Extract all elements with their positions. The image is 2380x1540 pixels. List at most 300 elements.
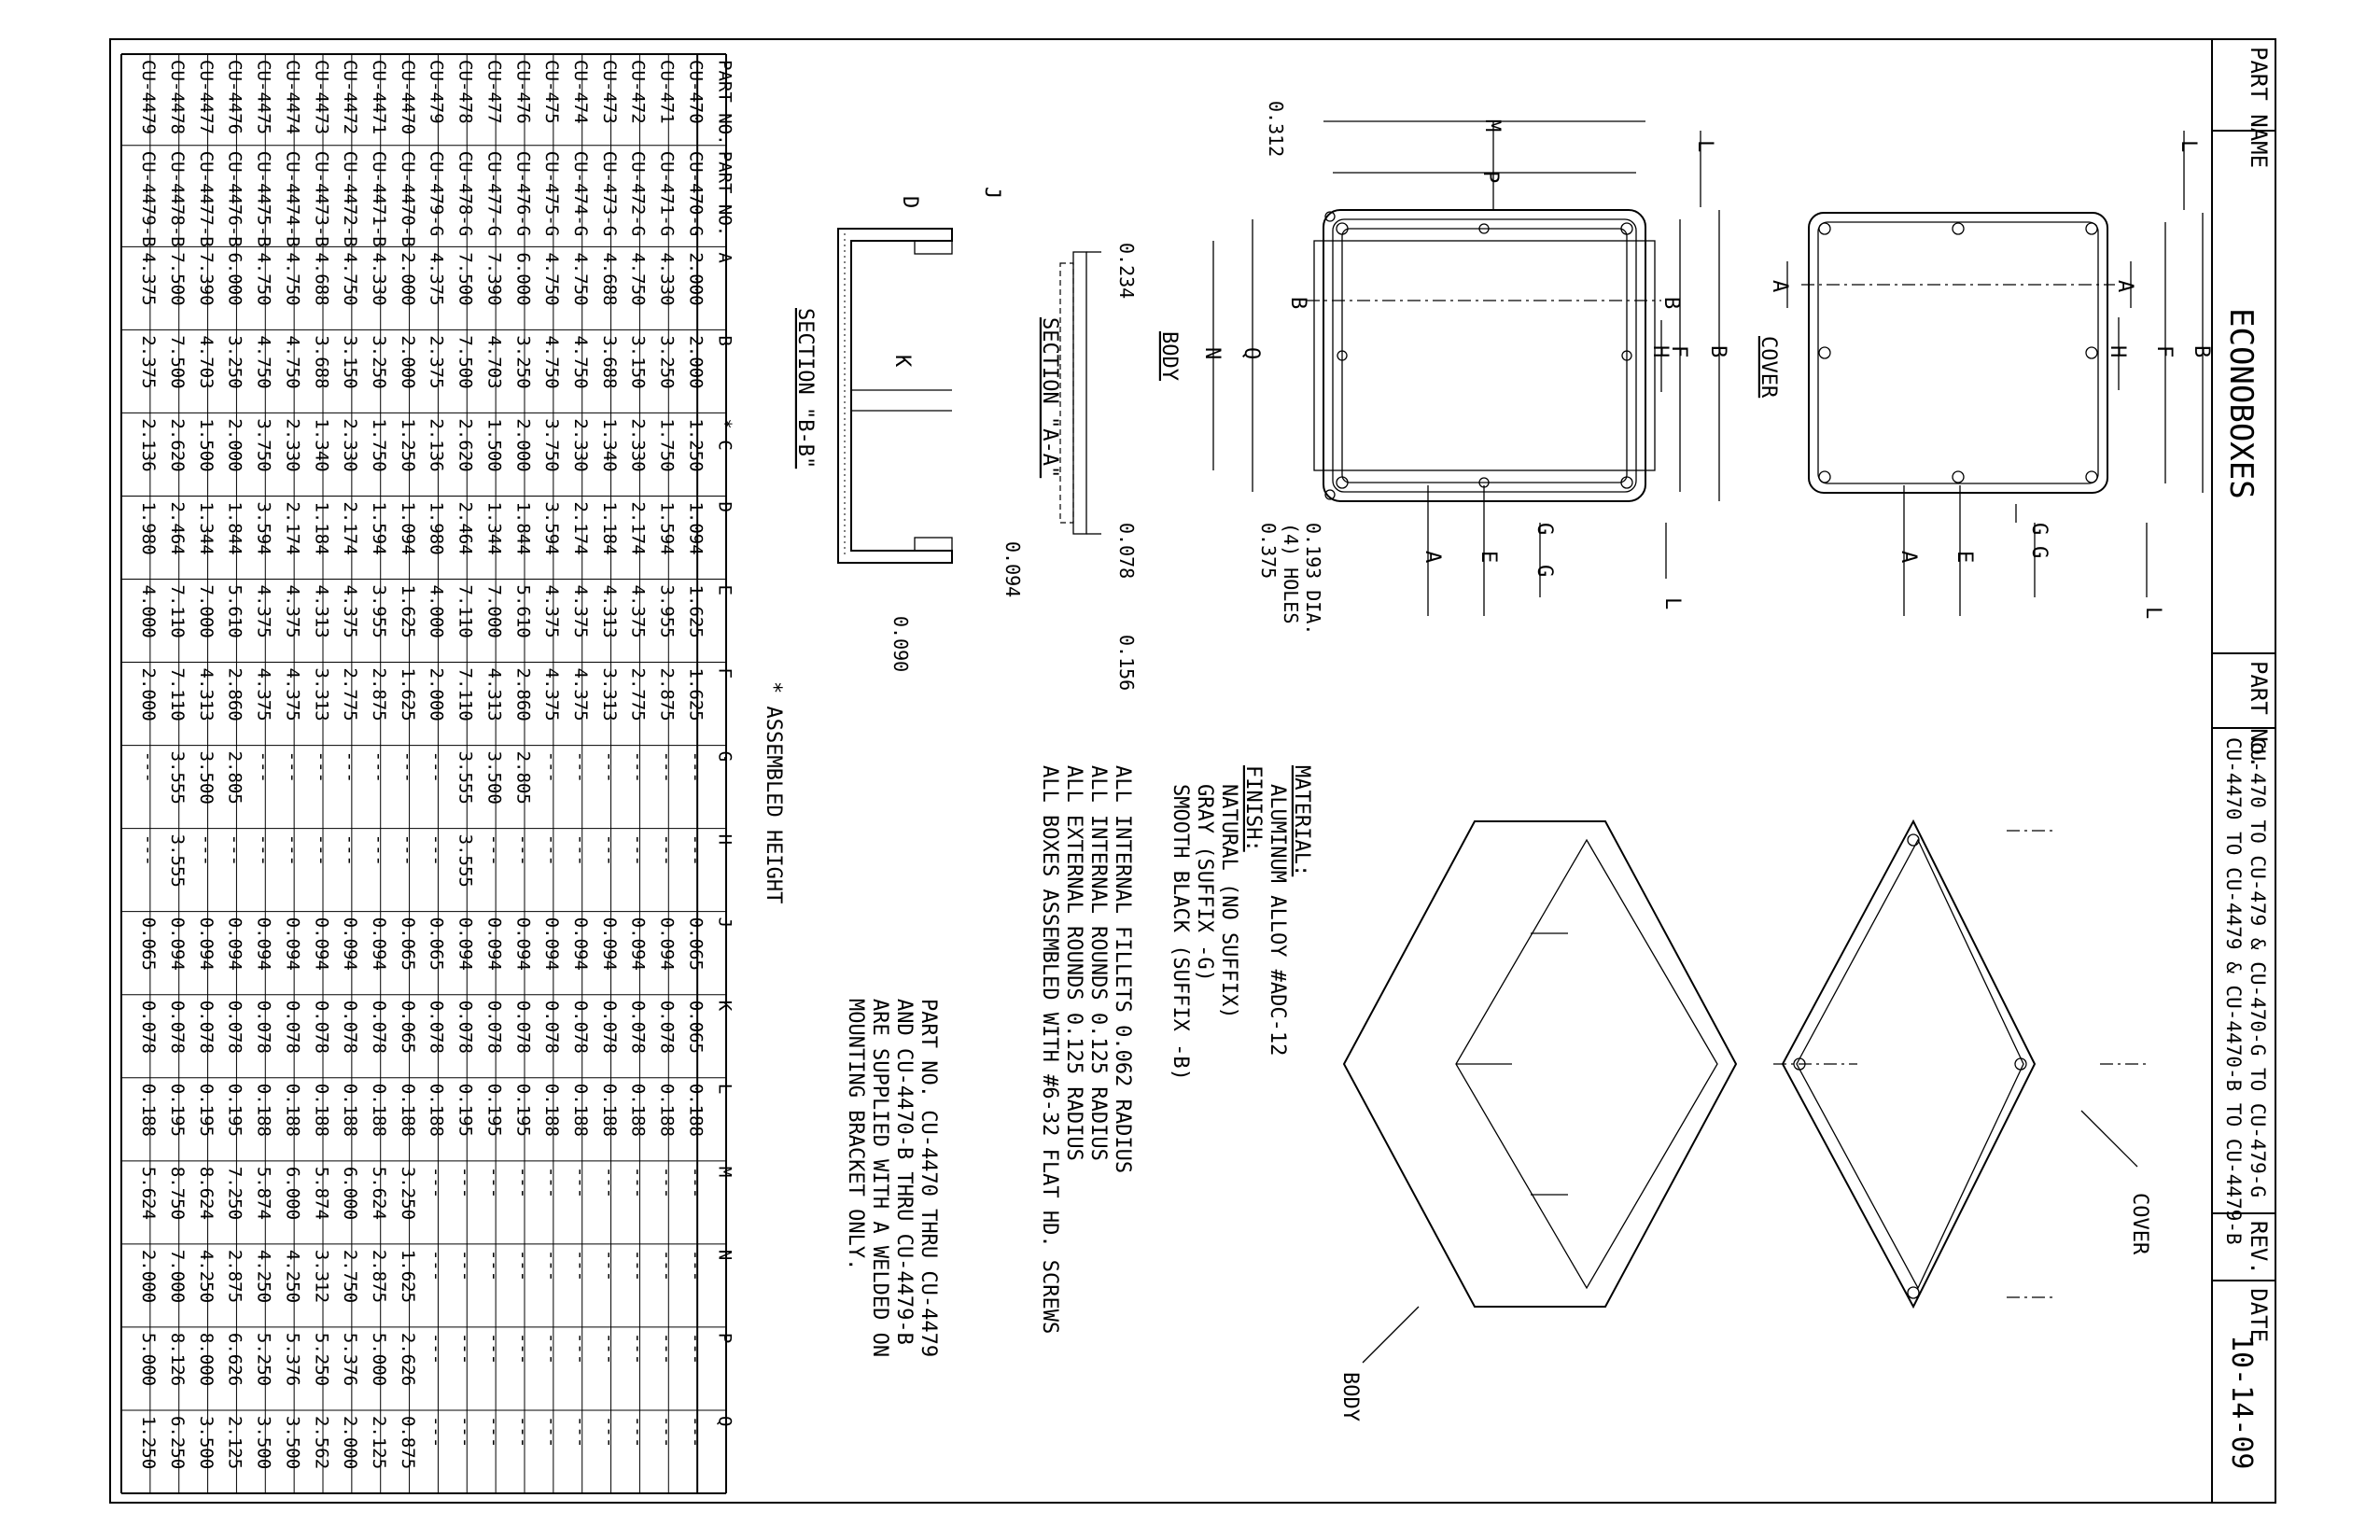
table-cell: 0.078 xyxy=(426,1000,447,1054)
table-cell: 0.078 xyxy=(282,1000,303,1054)
table-cell: 7.250 xyxy=(224,1166,245,1221)
svg-text:F: F xyxy=(1667,345,1690,358)
bracket-note-2: AND CU-4470-B THRU CU-4479-B xyxy=(892,999,916,1345)
table-cell: 0.078 xyxy=(138,1000,160,1054)
material-title: MATERIAL: xyxy=(1290,765,1313,877)
table-cell: --- xyxy=(426,1415,447,1449)
svg-text:L: L xyxy=(2177,140,2200,153)
table-cell: --- xyxy=(541,1249,563,1282)
table-cell: 3.500 xyxy=(195,1415,217,1470)
table-cell: 0.188 xyxy=(541,1083,563,1137)
table-cell: 2.464 xyxy=(167,501,188,555)
table-header: H xyxy=(714,833,735,846)
table-cell: --- xyxy=(426,750,447,783)
table-cell: --- xyxy=(455,1249,476,1282)
table-cell: 4.750 xyxy=(570,252,591,306)
svg-text:E: E xyxy=(1477,551,1500,564)
table-cell: --- xyxy=(627,1249,649,1282)
table-cell: --- xyxy=(483,833,505,866)
table-cell: 1.344 xyxy=(483,501,505,555)
table-cell: --- xyxy=(512,1166,534,1199)
table-cell: 4.750 xyxy=(627,252,649,306)
table-header: N xyxy=(714,1249,735,1261)
table-cell: --- xyxy=(541,1415,563,1449)
svg-text:H: H xyxy=(1648,345,1672,358)
table-cell: --- xyxy=(426,1249,447,1282)
svg-text:M: M xyxy=(1480,119,1504,133)
table-cell: --- xyxy=(598,1415,620,1449)
svg-text:J: J xyxy=(980,187,1003,200)
svg-text:G: G xyxy=(2027,546,2051,559)
table-cell: 0.188 xyxy=(369,1083,389,1137)
table-cell: --- xyxy=(685,750,707,783)
table-cell: 0.078 xyxy=(598,1000,620,1054)
table-cell: 7.110 xyxy=(455,667,476,721)
table-cell: --- xyxy=(598,1249,620,1282)
table-cell: 6.000 xyxy=(340,1166,361,1221)
table-cell: CU-4470 xyxy=(397,60,418,135)
table-cell: --- xyxy=(656,1415,678,1449)
table-cell: 3.250 xyxy=(224,335,245,389)
table-cell: --- xyxy=(570,750,591,783)
finish-title: FINISH: xyxy=(1241,765,1265,852)
table-cell: 7.500 xyxy=(167,252,188,306)
dim-0375: 0.375 xyxy=(1257,523,1280,580)
svg-text:N: N xyxy=(1200,347,1224,360)
table-header: B xyxy=(714,335,735,346)
rev-date-label: REV. DATE xyxy=(2246,1221,2272,1343)
table-cell: 1.344 xyxy=(195,501,217,555)
table-cell: 0.188 xyxy=(138,1083,160,1137)
table-cell: 2.000 xyxy=(426,667,447,721)
part-no-label: PART No. xyxy=(2246,661,2272,769)
table-cell: 4.313 xyxy=(311,584,332,638)
table-cell: CU-475 xyxy=(541,60,563,124)
table-cell: --- xyxy=(311,833,332,866)
table-cell: 5.000 xyxy=(138,1332,160,1387)
table-cell: 4.688 xyxy=(598,252,620,306)
table-cell: --- xyxy=(426,1332,447,1365)
table-cell: 0.195 xyxy=(195,1083,217,1137)
svg-text:K: K xyxy=(890,355,914,368)
table-cell: 0.078 xyxy=(656,1000,678,1054)
table-cell: 0.094 xyxy=(282,917,303,971)
table-cell: --- xyxy=(656,750,678,783)
table-cell: 1.844 xyxy=(224,501,245,555)
table-cell: 3.750 xyxy=(253,418,274,472)
table-cell: 3.500 xyxy=(195,750,217,805)
finish-2: GRAY (SUFFIX -G) xyxy=(1193,784,1216,982)
table-cell: 0.188 xyxy=(426,1083,447,1137)
table-cell: --- xyxy=(685,1415,707,1449)
svg-text:A: A xyxy=(1768,280,1791,293)
table-cell: 0.188 xyxy=(340,1083,361,1137)
table-cell: 1.250 xyxy=(397,418,418,472)
svg-text:Q: Q xyxy=(1239,347,1263,360)
table-cell: CU-4473 xyxy=(311,60,332,135)
table-cell: --- xyxy=(656,1166,678,1199)
table-cell: 3.250 xyxy=(512,335,534,389)
table-cell: --- xyxy=(282,750,303,783)
part-no-line1: CU-470 TO CU-479 & CU-470-G TO CU-479-G xyxy=(2247,737,2269,1198)
iso-body-label: BODY xyxy=(1338,1372,1362,1421)
finish-3: SMOOTH BLACK (SUFFIX -B) xyxy=(1169,784,1192,1081)
table-cell: 4.375 xyxy=(570,667,591,721)
table-cell: 4.250 xyxy=(282,1249,303,1304)
table-cell: --- xyxy=(455,1415,476,1449)
table-cell: 2.330 xyxy=(570,418,591,472)
table-cell: 0.094 xyxy=(195,917,217,971)
table-cell: 5.250 xyxy=(253,1332,274,1387)
table-cell: 7.390 xyxy=(195,252,217,306)
svg-text:A: A xyxy=(2113,280,2136,293)
table-cell: 2.562 xyxy=(311,1415,332,1470)
svg-text:B: B xyxy=(1659,297,1683,310)
table-cell: --- xyxy=(253,833,274,866)
svg-text:B: B xyxy=(1286,297,1309,310)
table-cell: CU-476 xyxy=(512,60,534,124)
table-cell: --- xyxy=(455,1166,476,1199)
svg-text:A: A xyxy=(1897,551,1920,564)
table-cell: 0.094 xyxy=(598,917,620,971)
svg-text:G: G xyxy=(2027,523,2051,536)
table-cell: CU-474 xyxy=(570,60,591,124)
table-cell: --- xyxy=(483,1249,505,1282)
table-cell: 5.610 xyxy=(224,584,245,638)
bracket-note-4: MOUNTING BRACKET ONLY. xyxy=(844,999,867,1271)
table-cell: 3.313 xyxy=(311,667,332,721)
table-cell: --- xyxy=(455,1332,476,1365)
table-cell: CU-4479-B xyxy=(138,150,160,247)
table-cell: CU-4471-B xyxy=(369,150,389,247)
table-cell: 3.955 xyxy=(656,584,678,638)
table-cell: 2.875 xyxy=(656,667,678,721)
table-cell: CU-4476 xyxy=(224,60,245,135)
table-cell: 4.750 xyxy=(541,252,563,306)
table-cell: 1.844 xyxy=(512,501,534,555)
table-cell: 4.375 xyxy=(282,667,303,721)
table-cell: 2.775 xyxy=(340,667,361,721)
table-cell: 0.065 xyxy=(397,917,418,971)
table-cell: CU-4477 xyxy=(195,60,217,135)
table-cell: 7.390 xyxy=(483,252,505,306)
svg-text:G: G xyxy=(1533,523,1556,536)
table-cell: --- xyxy=(627,833,649,866)
table-cell: 0.195 xyxy=(167,1083,188,1137)
svg-text:B: B xyxy=(1706,345,1729,358)
table-cell: 4.750 xyxy=(282,335,303,389)
body-view xyxy=(1157,101,1729,635)
table-cell: 2.620 xyxy=(167,418,188,472)
table-cell: 2.000 xyxy=(685,335,707,389)
table-header: Q xyxy=(714,1415,735,1427)
table-header: PART NO. xyxy=(714,150,735,237)
table-cell: 3.250 xyxy=(656,335,678,389)
table-cell: 5.624 xyxy=(138,1166,160,1221)
table-cell: 6.000 xyxy=(512,252,534,306)
table-cell: 3.500 xyxy=(483,750,505,805)
table-cell: --- xyxy=(483,1166,505,1199)
rev-date: 10-14-09 xyxy=(2225,1335,2258,1470)
table-cell: --- xyxy=(627,1166,649,1199)
table-cell: 0.195 xyxy=(512,1083,534,1137)
bracket-note-1: PART NO. CU-4470 THRU CU-4479 xyxy=(917,999,940,1358)
table-cell: 2.136 xyxy=(426,418,447,472)
part-no-line2: CU-4470 TO CU-4479 & CU-4470-B TO CU-4479-B xyxy=(2222,737,2245,1245)
table-cell: 0.195 xyxy=(483,1083,505,1137)
table-cell: 2.174 xyxy=(282,501,303,555)
part-name: ECONOBOXES xyxy=(2222,308,2260,499)
table-cell: CU-4474 xyxy=(282,60,303,135)
table-cell: 0.188 xyxy=(397,1083,418,1137)
table-cell: 0.094 xyxy=(167,917,188,971)
table-cell: 0.094 xyxy=(512,917,534,971)
table-cell: 7.000 xyxy=(483,584,505,638)
svg-text:0.090: 0.090 xyxy=(889,616,912,673)
table-cell: --- xyxy=(512,1249,534,1282)
table-cell: 4.750 xyxy=(282,252,303,306)
table-cell: --- xyxy=(570,1415,591,1449)
material: ALUMINUM ALLOY #ADC-12 xyxy=(1266,784,1289,1057)
table-header: E xyxy=(714,584,735,595)
table-cell: 1.094 xyxy=(685,501,707,555)
table-cell: 0.078 xyxy=(167,1000,188,1054)
table-cell: --- xyxy=(512,1415,534,1449)
table-cell: 2.330 xyxy=(340,418,361,472)
table-cell: 0.094 xyxy=(369,917,389,971)
table-cell: 0.188 xyxy=(570,1083,591,1137)
table-cell: 6.000 xyxy=(282,1166,303,1221)
table-cell: 2.330 xyxy=(627,418,649,472)
table-cell: 2.000 xyxy=(138,667,160,721)
table-cell: 3.555 xyxy=(455,833,476,888)
table-cell: 2.860 xyxy=(512,667,534,721)
table-cell: 4.313 xyxy=(195,667,217,721)
table-cell: 0.094 xyxy=(627,917,649,971)
table-cell: --- xyxy=(138,833,160,866)
table-cell: CU-4478 xyxy=(167,60,188,135)
table-cell: 1.184 xyxy=(598,501,620,555)
table-cell: 7.500 xyxy=(167,335,188,389)
table-cell: 7.000 xyxy=(167,1249,188,1304)
isometric-view xyxy=(1338,821,2151,1421)
table-cell: --- xyxy=(570,833,591,866)
svg-text:L: L xyxy=(1660,597,1684,610)
table-cell: 7.000 xyxy=(195,584,217,638)
table-cell: --- xyxy=(397,833,418,866)
table-header: D xyxy=(714,501,735,512)
cover-label: COVER xyxy=(1757,336,1780,399)
table-cell: CU-471-G xyxy=(656,150,678,237)
table-cell: CU-4473-B xyxy=(311,150,332,247)
title-block xyxy=(2212,39,2275,1503)
table-cell: --- xyxy=(426,1166,447,1199)
table-header: K xyxy=(714,1000,735,1012)
assembled-height-note: * ASSEMBLED HEIGHT xyxy=(762,681,785,904)
table-cell: 1.625 xyxy=(685,584,707,638)
table-cell: --- xyxy=(282,833,303,866)
table-cell: 0.078 xyxy=(455,1000,476,1054)
table-cell: --- xyxy=(598,833,620,866)
table-cell: --- xyxy=(311,750,332,783)
table-cell: 4.313 xyxy=(483,667,505,721)
table-cell: --- xyxy=(483,1332,505,1365)
table-cell: --- xyxy=(598,1332,620,1365)
table-cell: 3.150 xyxy=(340,335,361,389)
table-header: PART NO. xyxy=(714,60,735,146)
table-cell: 0.078 xyxy=(570,1000,591,1054)
table-cell: CU-471 xyxy=(656,60,678,124)
table-cell: --- xyxy=(570,1166,591,1199)
table-cell: 3.250 xyxy=(397,1166,418,1221)
table-cell: 0.094 xyxy=(483,917,505,971)
table-cell: 2.375 xyxy=(426,335,447,389)
table-cell: CU-472 xyxy=(627,60,649,124)
finish-1: NATURAL (NO SUFFIX) xyxy=(1217,784,1240,1019)
table-cell: 4.703 xyxy=(195,335,217,389)
bracket-note-3: ARE SUPPLIED WITH A WELDED ON xyxy=(868,999,891,1358)
table-cell: 2.775 xyxy=(627,667,649,721)
table-cell: 2.805 xyxy=(224,750,245,805)
table-cell: 1.250 xyxy=(685,418,707,472)
notes xyxy=(762,681,1313,1357)
table-cell: CU-472-G xyxy=(627,150,649,237)
table-header: M xyxy=(714,1166,735,1178)
table-cell: --- xyxy=(369,833,389,866)
table-cell: 0.065 xyxy=(138,917,160,971)
table-cell: 0.188 xyxy=(627,1083,649,1137)
table-cell: 2.174 xyxy=(340,501,361,555)
svg-text:0.094: 0.094 xyxy=(1001,541,1024,598)
table-cell: 2.875 xyxy=(369,667,389,721)
table-cell: 0.078 xyxy=(541,1000,563,1054)
table-cell: 0.094 xyxy=(455,917,476,971)
table-header: J xyxy=(714,917,735,929)
table-cell: 8.750 xyxy=(167,1166,188,1221)
section-bb xyxy=(793,196,952,672)
table-cell: 3.312 xyxy=(311,1249,332,1304)
svg-text:P: P xyxy=(1478,171,1502,184)
table-cell: 3.555 xyxy=(455,750,476,805)
body-label: BODY xyxy=(1157,331,1181,381)
table-cell: --- xyxy=(369,750,389,783)
table-cell: 5.376 xyxy=(282,1332,303,1387)
table-cell: 4.375 xyxy=(541,667,563,721)
table-cell: 0.065 xyxy=(426,917,447,971)
table-cell: 0.094 xyxy=(253,917,274,971)
table-cell: 0.188 xyxy=(311,1083,332,1137)
table-cell: CU-475-G xyxy=(541,150,563,237)
table-cell: --- xyxy=(253,750,274,783)
table-cell: 3.313 xyxy=(598,667,620,721)
table-cell: --- xyxy=(570,1249,591,1282)
table-cell: 0.078 xyxy=(627,1000,649,1054)
table-cell: 3.688 xyxy=(598,335,620,389)
table-cell: 0.078 xyxy=(224,1000,245,1054)
svg-text:G: G xyxy=(1533,565,1556,578)
table-cell: CU-4472-B xyxy=(340,150,361,247)
general-note-2: ALL INTERNAL ROUNDS 0.125 RADIUS xyxy=(1086,765,1110,1161)
table-cell: 7.500 xyxy=(455,335,476,389)
dim-0312: 0.312 xyxy=(1265,101,1287,158)
table-cell: --- xyxy=(656,833,678,866)
table-cell: 4.750 xyxy=(340,252,361,306)
table-cell: CU-4471 xyxy=(369,60,389,135)
table-cell: --- xyxy=(512,833,534,866)
table-cell: 1.184 xyxy=(311,501,332,555)
table-cell: --- xyxy=(627,1415,649,1449)
table-cell: 1.625 xyxy=(685,667,707,721)
table-cell: 0.065 xyxy=(685,917,707,971)
table-cell: 1.980 xyxy=(138,501,160,555)
table-cell: 4.330 xyxy=(369,252,389,306)
table-cell: CU-4476-B xyxy=(224,150,245,247)
dimension-table xyxy=(121,54,735,1493)
svg-text:F: F xyxy=(2152,345,2176,358)
table-cell: 1.500 xyxy=(195,418,217,472)
table-cell: --- xyxy=(541,1332,563,1365)
table-cell: --- xyxy=(195,833,217,866)
table-cell: 4.375 xyxy=(426,252,447,306)
table-cell: 0.094 xyxy=(656,917,678,971)
table-cell: --- xyxy=(656,1249,678,1282)
table-cell: 2.750 xyxy=(340,1249,361,1304)
table-cell: 1.340 xyxy=(311,418,332,472)
table-cell: 0.065 xyxy=(685,1000,707,1054)
table-cell: 2.000 xyxy=(340,1415,361,1470)
table-cell: 2.626 xyxy=(397,1332,418,1387)
table-cell: 1.094 xyxy=(397,501,418,555)
table-cell: 7.110 xyxy=(167,584,188,638)
table-cell: 2.174 xyxy=(570,501,591,555)
table-cell: --- xyxy=(224,833,245,866)
table-cell: 2.330 xyxy=(282,418,303,472)
table-cell: 3.750 xyxy=(541,418,563,472)
section-aa-label: SECTION "A-A" xyxy=(1038,317,1061,479)
table-cell: --- xyxy=(627,1332,649,1365)
table-header: P xyxy=(714,1332,735,1344)
table-cell: --- xyxy=(598,750,620,783)
svg-text:0.234: 0.234 xyxy=(1115,243,1138,300)
table-cell: 2.860 xyxy=(224,667,245,721)
svg-text:H: H xyxy=(2106,345,2129,358)
table-cell: 4.375 xyxy=(253,667,274,721)
table-cell: 0.875 xyxy=(397,1415,418,1470)
table-cell: --- xyxy=(685,1332,707,1365)
table-cell: 5.610 xyxy=(512,584,534,638)
table-cell: --- xyxy=(685,1249,707,1282)
table-cell: 0.094 xyxy=(570,917,591,971)
table-cell: 0.078 xyxy=(512,1000,534,1054)
table-cell: 2.174 xyxy=(627,501,649,555)
table-cell: 1.340 xyxy=(598,418,620,472)
table-cell: 4.750 xyxy=(541,335,563,389)
table-cell: 2.000 xyxy=(397,252,418,306)
svg-text:L: L xyxy=(1693,140,1716,153)
table-cell: 0.188 xyxy=(282,1083,303,1137)
table-cell: 1.625 xyxy=(397,1249,418,1304)
table-cell: 4.375 xyxy=(138,252,160,306)
table-cell: CU-477 xyxy=(483,60,505,124)
table-cell: --- xyxy=(656,1332,678,1365)
table-cell: 2.875 xyxy=(369,1249,389,1304)
table-cell: 4.703 xyxy=(483,335,505,389)
table-cell: 4.375 xyxy=(282,584,303,638)
table-cell: CU-474-G xyxy=(570,150,591,237)
table-cell: 0.195 xyxy=(455,1083,476,1137)
table-cell: CU-478-G xyxy=(455,150,476,237)
table-cell: 0.188 xyxy=(685,1083,707,1137)
